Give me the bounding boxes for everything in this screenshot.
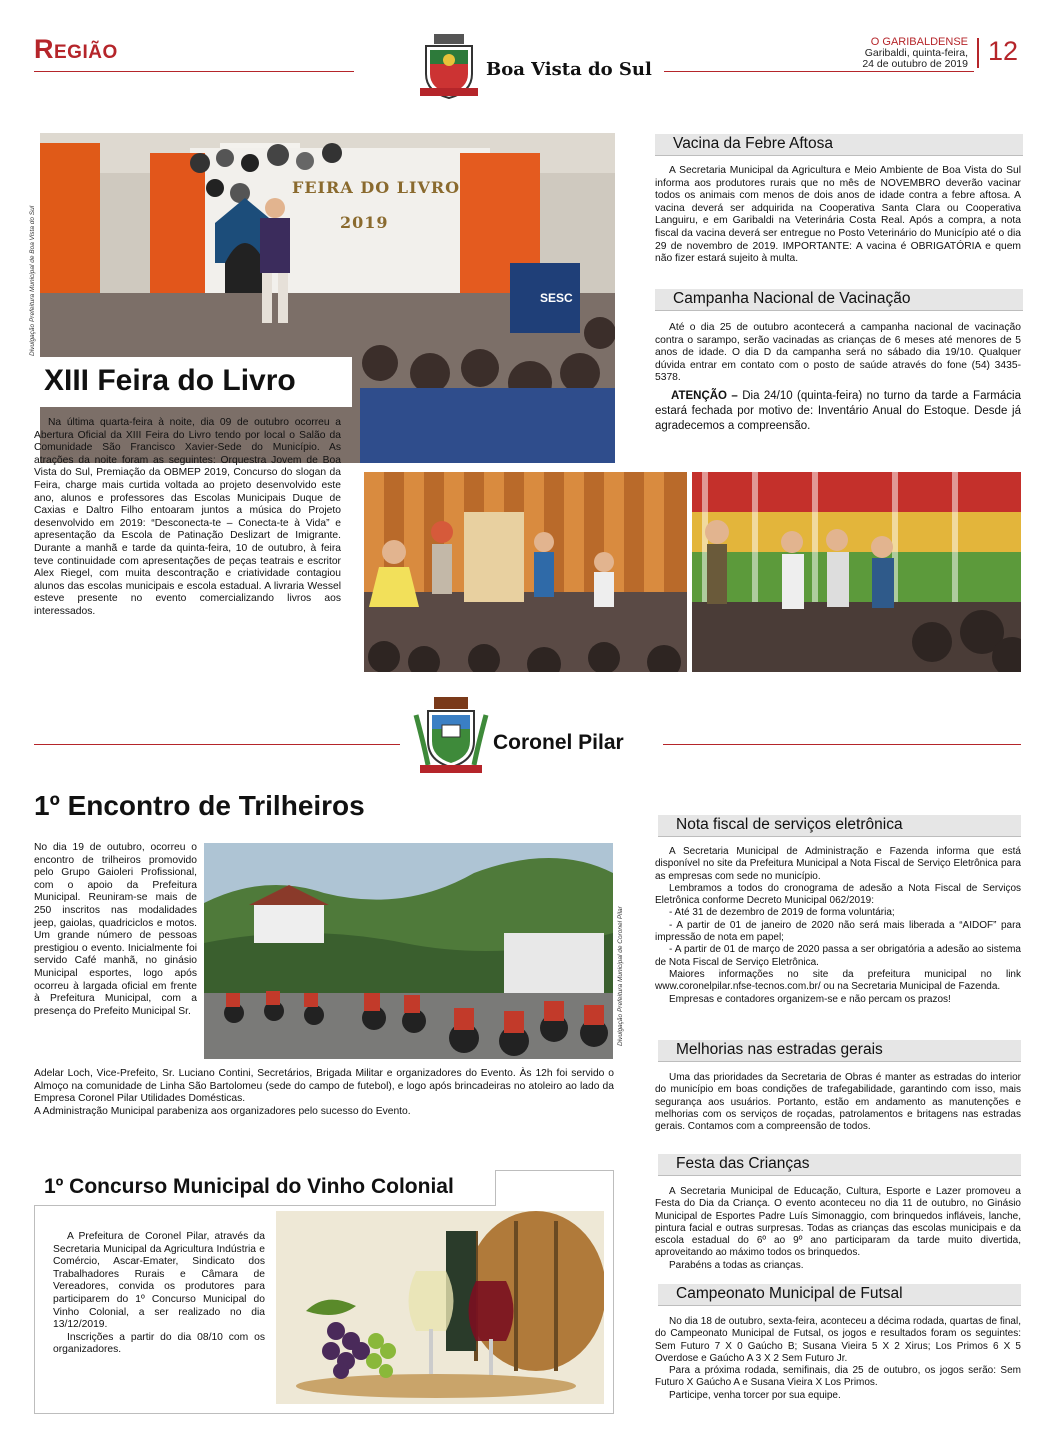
attention-text: Dia 24/10 (quinta-feira) no turno da tarde a Farmácia estará fechada por motivo de: Inventário Anual do Estoque. Desde já agradecemos a compreensão.	[655, 390, 1021, 432]
feira-title: XIII Feira do Livro	[44, 364, 296, 397]
header-rule-left	[34, 71, 354, 72]
estradas-body	[655, 1072, 1021, 1133]
vacina-title: Vacina da Febre Aftosa	[655, 134, 1023, 156]
vacina-body	[655, 165, 1021, 266]
trilheiros-body-full-paragraph: Adelar Loch, Vice-Prefeito, Sr. Luciano Contini, Secretários, Brigada Militar e organizadores do Evento. Às 12h foi servido o Almoço na comunidade de Linha São Bartolomeu (sede do campo de futebol), e logo após brincadeiras no atoleiro ao lado da Empresa Coronel Pilar Utilidades Domésticas.	[34, 1068, 614, 1105]
date-line-1: Garibaldi, quinta-feira,	[864, 47, 968, 59]
estradas-title: Melhorias nas estradas gerais	[658, 1040, 1021, 1062]
criancas-body-paragraph-2: Parabéns a todas as crianças.	[669, 1259, 804, 1271]
feira-photo-credit: Divulgação Prefeitura Municipal de Boa Vista do Sul	[29, 205, 36, 356]
criancas-body-paragraph: A Secretaria Municipal de Educação, Cultura, Esporte e Lazer promoveu a Festa do Dia da Criança. O evento aconteceu no dia 11 de outubro, no Ginásio Municipal de Esportes Padre Luís Simonaggio, com brinquedos infláveis, lanche, pintura facial e outras surpresas. Todas as crianças das escolas municipais e da escola estadual do 6º ao 9º ano participaram da tarde muito divertida, aproveitando ao máximo todos os brinquedos.	[655, 1186, 1021, 1259]
futsal-body	[655, 1316, 1021, 1402]
feira-banner-text-1: FEIRA DO LIVRO	[292, 178, 461, 197]
estradas-body-paragraph: Uma das prioridades da Secretaria de Obras é manter as estradas do interior do município em boas condições de trafegabilidade, garantindo com isso, mais segurança aos usuários. Portanto, estão em andamento as manutenções e melhorias com os serviços de roçadas, patrolamentos e britagens nas estradas gerais. Contamos com a compreensão de todos.	[655, 1072, 1021, 1133]
section-title: Região	[34, 34, 118, 64]
nota-p4: - A partir de 01 de janeiro de 2020 não será mais liberada a “AIDOF” para impressão de nota em papel;	[655, 919, 1021, 944]
campanha-body	[655, 322, 1021, 385]
trilheiros-body-col-paragraph: No dia 19 de outubro, ocorreu o encontro de trilheiros promovido pelo Grupo Gaioleri Profissional, com o apoio da Prefeitura Municipal. Reuniram-se mais de 250 inscritos nas modalidades jeep, gaiolas, quadriciclos e motos. Um grande número de pessoas prestigiou o evento. Inicialmente foi servido Café manhã, no ginásio Municipal esportes, logo após ocorreu à largada oficial em frente à Prefeitura Municipal, com a presença do Prefeito Municipal Sr.	[34, 842, 197, 1017]
vinho-title: 1º Concurso Municipal do Vinho Colonial	[44, 1175, 454, 1198]
attention-label: ATENÇÃO –	[671, 390, 738, 402]
nota-p7: Empresas e contadores organizem-se e não percam os prazos!	[669, 993, 951, 1005]
feira-body-paragraph: Na última quarta-feira à noite, dia 09 de outubro ocorreu a Abertura Oficial da XIII Feira do Livro tendo por local o Salão da Comunidade São Francisco Xavier-Sede do Município. As atrações da noite foram as seguintes: Orquestra Jovem de Boa Vista do Sul, Premiação da OBMEP 2019, Concurso do slogan da Feira, charge mais curtida voltada ao projeto desenvolvido este ano, alunos e professores das Escolas Municipais Duque de Caxias e Daltro Filho entoaram juntos a música do Projeto desenvolvido em 2019: “Desconecta-te – Conecta-te à Vida” e apresentação da Escola de Patinação Deslizart de Imigrante. Durante a manhã e tarde da quinta-feira, 10 de outubro, à feira teve continuidade com apresentações de peças teatrais e escritor Alex Riegel, com muita descontração e criatividade contagiou alunos das escolas municipais e escola estadual. A livraria Wessel esteve presente no evento comercializando livros aos interessados.	[34, 417, 341, 617]
futsal-body-paragraph-3: Participe, venha torcer por sua equipe.	[669, 1389, 841, 1401]
trilheiros-body-full	[34, 1068, 614, 1118]
futsal-body-paragraph: No dia 18 de outubro, sexta-feira, aconteceu a décima rodada, quartas de final, do Campeonato Municipal de Futsal, os jogos e resultados foram os seguintes: Sem Futuro 7 X 0 Gaúcho B; Susana Vieira 5 X 2 Xirus; Los Primos 6 X 5 Overdose e Gaúcho A 3 X 2 Sem Futuro Jr.	[655, 1316, 1021, 1364]
trilheiros-title: 1º Encontro de Trilheiros	[34, 790, 365, 821]
theatre-photo-1	[364, 472, 687, 672]
sesc-logo: SESC	[540, 291, 573, 305]
vinho-body-paragraph: A Prefeitura de Coronel Pilar, através da Secretaria Municipal da Agricultura Indústria e Comércio, Ascar-Emater, Sindicato dos Trabalhadores Rurais e Câmara de Vereadores, convida os produtores para participarem do 1º Concurso Municipal do Vinho Colonial, a ser realizado no dia 13/12/2019.	[53, 1231, 265, 1331]
vinho-body-paragraph-2: Inscrições a partir do dia 08/10 com os organizadores.	[53, 1331, 265, 1356]
criancas-title: Festa das Crianças	[658, 1154, 1021, 1176]
trilheiros-photo-credit: Divulgação Prefeitura Municipal de Coronel Pilar	[617, 906, 624, 1046]
nota-title: Nota fiscal de serviços eletrônica	[658, 815, 1021, 837]
header-rule-right	[664, 71, 974, 72]
nota-p3: - Até 31 de dezembro de 2019 de forma voluntária;	[669, 907, 895, 919]
trilheiros-body-last-paragraph: A Administração Municipal parabeniza aos organizadores pelo sucesso do Evento.	[34, 1105, 411, 1117]
coronel-municipality-name: Coronel Pilar	[493, 731, 624, 754]
date-line-2: 24 de outubro de 2019	[862, 58, 968, 70]
page-number-divider	[977, 38, 979, 68]
coronel-rule-left	[34, 744, 400, 745]
coat-of-arms-icon	[416, 32, 482, 102]
nota-p5: - A partir de 01 de março de 2020 passa a ser obrigatória a adesão ao sistema de Nota Fiscal de Serviço Eletrônica.	[655, 944, 1021, 968]
vacina-body-paragraph: A Secretaria Municipal da Agricultura e Meio Ambiente de Boa Vista do Sul informa aos produtores rurais que no mês de NOVEMBRO deverão vacinar todos os animais com menos de dois anos de idade contra a febre aftosa. A vacina deverá ser adquirida na Cooperativa Santa Clara ou Cooperativa Languiru, e em Garibaldi na Veterinária Costa Real. Após a compra, a nota fiscal da vacina deverá ser entregue no Posto Veterinário do Município até o dia 29 de novembro de 2019. IMPORTANTE: A vacina é OBRIGATÓRIA e quem não fizer estará sujeito à multa.	[655, 165, 1021, 265]
coronel-coat-of-arms-icon	[412, 695, 490, 777]
vinho-photo	[276, 1211, 604, 1404]
feira-banner-text-2: 2019	[340, 213, 389, 232]
newspaper-name: O GARIBALDENSE	[870, 36, 968, 48]
criancas-body	[655, 1186, 1021, 1272]
municipality-name-top: Boa Vista do Sul	[486, 59, 652, 80]
page-number: 12	[988, 36, 1019, 66]
trilheiros-body-col	[34, 842, 197, 1018]
feira-body	[34, 417, 341, 619]
nota-body	[655, 846, 1021, 1006]
feira-main-photo	[40, 133, 615, 463]
theatre-photo-2	[692, 472, 1021, 672]
campanha-title: Campanha Nacional de Vacinação	[655, 289, 1023, 311]
nota-p2: Lembramos a todos do cronograma de adesão a Nota Fiscal de Serviços Eletrônica conforme Decreto Municipal 062/2019:	[655, 882, 1021, 907]
campanha-attention	[655, 389, 1021, 434]
futsal-body-paragraph-2: Para a próxima rodada, semifinais, dia 25 de outubro, os jogos serão: Sem Futuro X Gaúcho A e Susana Vieira X Los Primos.	[655, 1365, 1021, 1389]
campanha-body-paragraph: Até o dia 25 de outubro acontecerá a campanha nacional de vacinação contra o sarampo, serão vacinadas as crianças de 6 meses até menores de 5 anos de idade. O dia D da campanha será no sábado dia 19/10. Qualquer dúvida entrar em contato com o posto de saúde através do fone (54) 3435-5378.	[655, 322, 1021, 384]
trilheiros-photo	[204, 843, 613, 1059]
coronel-rule-right	[663, 744, 1021, 745]
nota-p1: A Secretaria Municipal de Administração e Fazenda informa que está disponível no site da Prefeitura Municipal a Nota Fiscal de Serviço Eletrônica para as empresas com sede no município.	[655, 846, 1021, 882]
vinho-body	[53, 1231, 265, 1357]
nota-p6: Maiores informações no site da prefeitura municipal no link www.coronelpilar.nfse-tecnos.com.br/ ou na Secretaria Municipal de Fazenda.	[655, 968, 1021, 993]
futsal-title: Campeonato Municipal de Futsal	[658, 1284, 1021, 1306]
